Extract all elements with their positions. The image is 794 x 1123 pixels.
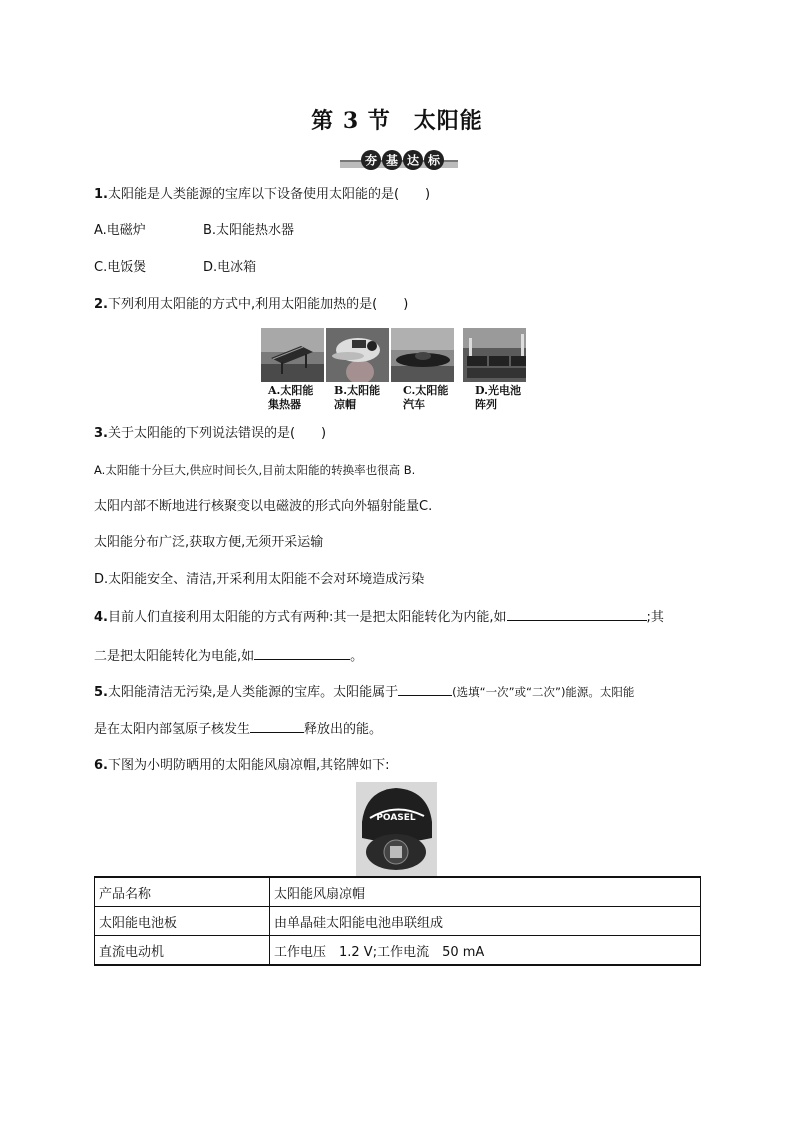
- q4-line-2: [94, 645, 363, 667]
- banner-char: 基: [385, 153, 399, 168]
- caption-line: A.太阳能: [268, 384, 314, 397]
- answer-blank[interactable]: [254, 645, 350, 660]
- question-text: 释放出的能。: [304, 722, 383, 737]
- banner-graphic: [340, 148, 458, 174]
- question-text: 目前人们直接利用太阳能的方式有两种:其一是把太阳能转化为内能,如: [107, 610, 507, 625]
- q1-option-b: B.太阳能热水器: [203, 223, 295, 238]
- question-text: 二是把太阳能转化为电能,如: [94, 649, 255, 664]
- photo-solar-fan-hat: [356, 782, 437, 876]
- banner-char: 达: [406, 153, 420, 168]
- table-cell-value: 工作电压 1.2 V;工作电流 50 mA: [270, 936, 701, 966]
- caption-b: [334, 384, 398, 412]
- table-cell-value: 由单晶硅太阳能电池串联组成: [270, 907, 701, 936]
- q3-line-2: 太阳内部不断地进行核聚变以电磁波的形式向外辐射能量C.: [94, 499, 433, 514]
- question-number: 3.: [94, 426, 108, 441]
- q5-line-2: [94, 718, 382, 740]
- table-cell-key: 直流电动机: [95, 936, 270, 966]
- question-number: 1.: [94, 187, 108, 202]
- caption-line: B.太阳能: [334, 384, 381, 397]
- question-text: 太阳能清洁无污染,是人类能源的宝库。太阳能属于: [107, 685, 399, 700]
- banner-char: 标: [427, 153, 441, 168]
- caption-line: C.太阳能: [403, 384, 449, 397]
- q1-option-d: D.电冰箱: [203, 260, 257, 275]
- photo-pv-array: [463, 328, 526, 382]
- table-cell-key: 产品名称: [95, 877, 270, 907]
- table-cell-key: 太阳能电池板: [95, 907, 270, 936]
- question-4: [94, 606, 664, 628]
- caption-line: 集热器: [268, 398, 301, 411]
- photo-solar-collector: [261, 328, 324, 382]
- q1-option-a: A.电磁炉: [94, 223, 146, 238]
- answer-blank[interactable]: [507, 606, 647, 621]
- answer-blank[interactable]: [250, 718, 304, 733]
- caption-line: 阵列: [475, 398, 497, 411]
- q3-line-3: 太阳能分布广泛,获取方便,无须开采运输: [94, 535, 324, 550]
- question-text: 是在太阳内部氢原子核发生: [94, 722, 251, 737]
- caption-a: [268, 384, 332, 412]
- caption-line: 凉帽: [334, 398, 356, 411]
- caption-line: 汽车: [403, 398, 425, 411]
- question-text: 太阳能是人类能源的宝库以下设备使用太阳能的是( ): [107, 187, 431, 202]
- question-text: ;其: [646, 610, 664, 625]
- answer-blank[interactable]: [398, 681, 452, 696]
- caption-d: [475, 384, 539, 412]
- question-1: [94, 185, 430, 205]
- q1-option-c: C.电饭煲: [94, 260, 147, 275]
- table-row: [95, 907, 701, 936]
- question-text: 关于太阳能的下列说法错误的是( ): [107, 426, 327, 441]
- table-cell-value: 太阳能风扇凉帽: [270, 877, 701, 907]
- question-6: [94, 756, 390, 776]
- banner-char: 夯: [364, 153, 378, 168]
- photo-solar-car: [391, 328, 454, 382]
- table-row: [95, 877, 701, 907]
- question-number: 4.: [94, 610, 108, 625]
- question-text: 下列利用太阳能的方式中,利用太阳能加热的是( ): [107, 297, 409, 312]
- question-text: 下图为小明防晒用的太阳能风扇凉帽,其铭牌如下:: [107, 758, 390, 773]
- photo-solar-hat: [326, 328, 389, 382]
- question-number: 6.: [94, 758, 108, 773]
- hat-logo-text: POASEL: [376, 813, 416, 823]
- question-2: [94, 295, 408, 315]
- question-text: (选填“一次”或“二次”)能源。太阳能: [452, 685, 635, 699]
- q3-line-4: D.太阳能安全、清洁,开采利用太阳能不会对环境造成污染: [94, 572, 425, 587]
- q3-line-1: A.太阳能十分巨大,供应时间长久,目前太阳能的转换率也很高 B.: [94, 463, 416, 477]
- question-number: 2.: [94, 297, 108, 312]
- spec-table: [94, 876, 701, 966]
- section-banner: [340, 148, 458, 174]
- question-3: [94, 424, 326, 444]
- caption-line: D.光电池: [475, 384, 521, 397]
- question-5: [94, 681, 634, 703]
- question-text: 。: [350, 649, 364, 664]
- question-number: 5.: [94, 685, 108, 700]
- page-title: 第 3 节 太阳能: [311, 108, 483, 134]
- caption-c: [403, 384, 467, 412]
- table-row: [95, 936, 701, 966]
